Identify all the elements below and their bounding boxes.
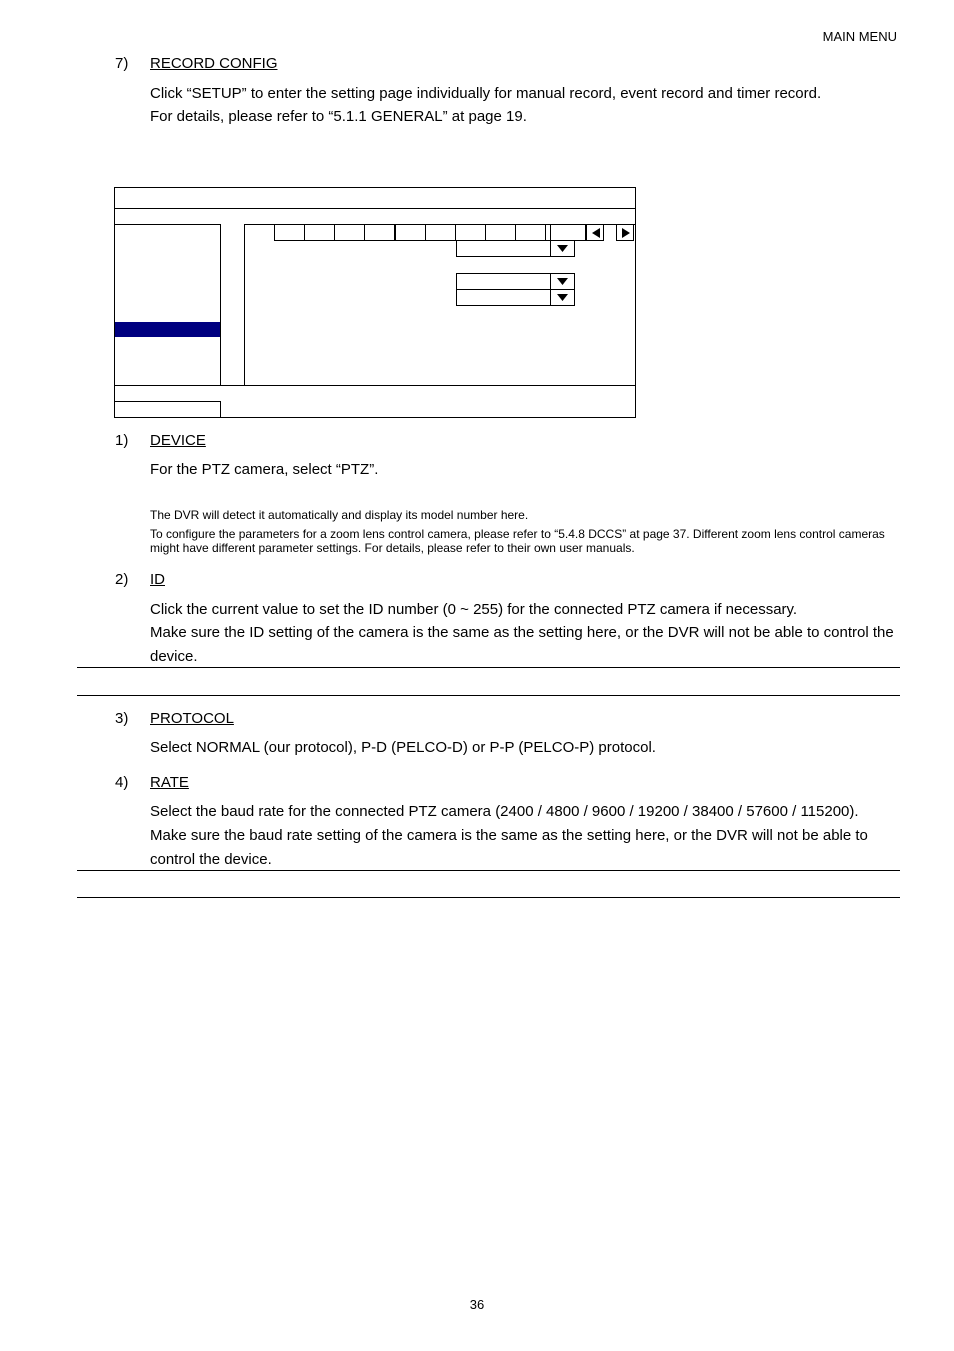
item-3-text: Select NORMAL (our protocol), P-D (PELCO-D) or P-P (PELCO-P) protocol.: [150, 739, 656, 756]
item-3-number: 3): [115, 710, 129, 727]
item-4-number: 4): [115, 774, 129, 791]
item-7-line2: For details, please refer to “5.1.1 GENERAL” at page 19.: [150, 108, 527, 125]
channel-tab[interactable]: [515, 224, 546, 241]
item-3-title: PROTOCOL: [150, 710, 234, 727]
channel-tab[interactable]: [334, 224, 365, 241]
channel-tab[interactable]: [455, 224, 486, 241]
down-triangle-icon: [557, 245, 568, 252]
device-dropdown[interactable]: [456, 240, 575, 257]
prev-button[interactable]: [586, 224, 604, 241]
divider-line: [77, 667, 900, 668]
ptz-settings-figure: [0, 0, 954, 420]
window-frame: [114, 187, 636, 418]
window-title-divider: [114, 208, 636, 209]
settings-panel: [244, 224, 636, 386]
rate-dropdown[interactable]: [456, 289, 575, 306]
item-2-number: 2): [115, 571, 129, 588]
item-2-title: ID: [150, 571, 165, 588]
channel-tab[interactable]: [550, 224, 586, 241]
right-triangle-icon: [620, 227, 632, 239]
item-2-line1: Click the current value to set the ID number (0 ~ 255) for the connected PTZ camera if necessary.: [150, 601, 798, 618]
down-triangle-icon: [557, 278, 568, 285]
bottom-divider: [114, 385, 636, 386]
channel-tab[interactable]: [425, 224, 456, 241]
channel-tab[interactable]: [395, 224, 426, 241]
item-7-number: 7): [115, 55, 129, 72]
divider-line: [77, 897, 900, 898]
item-4-title: RATE: [150, 774, 189, 791]
channel-tab[interactable]: [304, 224, 335, 241]
protocol-dropdown[interactable]: [456, 273, 575, 290]
divider-line: [77, 870, 900, 871]
item-1-note1: The DVR will detect it automatically and display its model number here.: [150, 508, 529, 522]
page-number: 36: [469, 1297, 485, 1312]
divider-line: [77, 695, 900, 696]
page-header: MAIN MENU: [822, 29, 897, 44]
bottom-left-button[interactable]: [114, 401, 221, 418]
item-4-line2: Make sure the baud rate setting of the camera is the same as the setting here, or the DVR will not be able to control the device.: [150, 827, 868, 868]
channel-tab[interactable]: [485, 224, 516, 241]
down-triangle-icon: [557, 294, 568, 301]
sidebar-item-selected[interactable]: [115, 322, 220, 337]
item-1-number: 1): [115, 432, 129, 449]
item-1-title: DEVICE: [150, 432, 206, 449]
item-1-text: For the PTZ camera, select “PTZ”.: [150, 461, 379, 478]
channel-tab[interactable]: [274, 224, 305, 241]
item-4-line1: Select the baud rate for the connected PTZ camera (2400 / 4800 / 9600 / 19200 / 38400 / 57600 / 115200).: [150, 803, 859, 820]
next-button[interactable]: [616, 224, 634, 241]
item-7-line1: Click “SETUP” to enter the setting page individually for manual record, event record and timer record.: [150, 85, 822, 102]
item-1-note2: To configure the parameters for a zoom lens control camera, please refer to “5.4.8 DCCS” at page 37. Different zoom lens control cameras might have different parameter settings. For details, please refer to their own user manuals.: [150, 527, 885, 555]
channel-tab[interactable]: [364, 224, 395, 241]
left-triangle-icon: [590, 227, 602, 239]
sidebar-panel: [114, 224, 221, 386]
item-7-title: RECORD CONFIG: [150, 55, 278, 72]
item-2-line2: Make sure the ID setting of the camera is the same as the setting here, or the DVR will not be able to control the device.: [150, 624, 894, 665]
